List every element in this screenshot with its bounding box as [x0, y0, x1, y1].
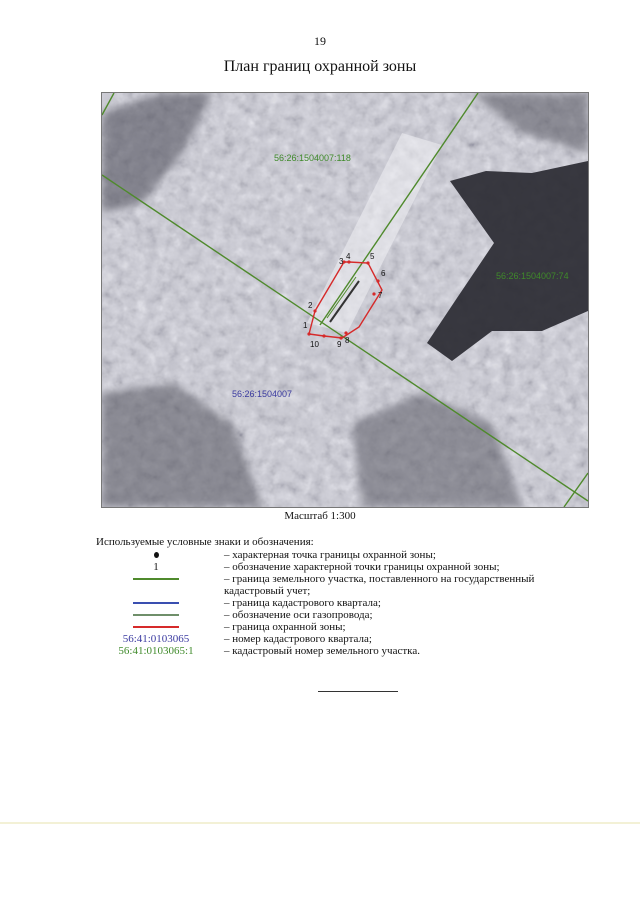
legend-item [96, 573, 596, 597]
zone-boundary-line-icon [133, 626, 179, 628]
point-label-5: 5 [370, 252, 375, 261]
point-label-3: 3 [339, 257, 344, 266]
legend [96, 549, 596, 657]
legend-desc: – обозначение оси газопровода; [224, 609, 373, 621]
legend-desc: – граница кадастрового квартала; [224, 597, 381, 609]
point-label-1: 1 [303, 321, 308, 330]
legend-title: Используемые условные знаки и обозначения: [96, 536, 314, 548]
parcel-boundary-line-icon [133, 578, 179, 580]
point-label-2: 2 [308, 301, 313, 310]
point-label-8: 8 [345, 336, 350, 345]
point-label-6: 6 [381, 269, 386, 278]
pipeline-axis-line-icon [133, 614, 179, 616]
point-label-10: 10 [310, 340, 319, 349]
parcel-label: 56:26:1504007:118 [274, 153, 351, 163]
legend-desc: – обозначение характерной точки границы охранной зоны; [224, 561, 500, 573]
page-number: 19 [314, 34, 326, 48]
legend-code: 1 [153, 561, 159, 573]
aerial-map [102, 93, 588, 507]
legend-desc: – граница земельного участка, поставленного на государственный кадастровый учет; [224, 573, 535, 597]
legend-desc: – кадастровый номер земельного участка. [224, 645, 420, 657]
legend-desc: – характерная точка границы охранной зоны; [224, 549, 436, 561]
parcel-label: 56:26:1504007:74 [496, 271, 569, 281]
map-frame [101, 92, 589, 508]
legend-item [96, 609, 596, 621]
legend-item [96, 597, 596, 609]
point-label-9: 9 [337, 340, 342, 349]
point-label-4: 4 [346, 252, 351, 261]
legend-code: 56:41:0103065 [122, 633, 190, 645]
legend-item [96, 645, 596, 657]
legend-code: 56:41:0103065:1 [118, 645, 194, 657]
page-title: План границ охранной зоны [223, 58, 417, 75]
map-scale: Масштаб 1:300 [284, 510, 356, 522]
point-label-7: 7 [378, 291, 383, 300]
legend-desc: – номер кадастрового квартала; [224, 633, 372, 645]
legend-item [96, 561, 596, 573]
legend-desc: – граница охранной зоны; [224, 621, 346, 633]
quarter-boundary-line-icon [133, 602, 179, 604]
legend-item [96, 633, 596, 645]
page-band [0, 822, 640, 824]
legend-item [96, 549, 596, 561]
footer-divider [318, 691, 398, 692]
legend-item [96, 621, 596, 633]
quarter-label: 56:26:1504007 [232, 389, 293, 399]
point-dot-icon [154, 552, 159, 558]
